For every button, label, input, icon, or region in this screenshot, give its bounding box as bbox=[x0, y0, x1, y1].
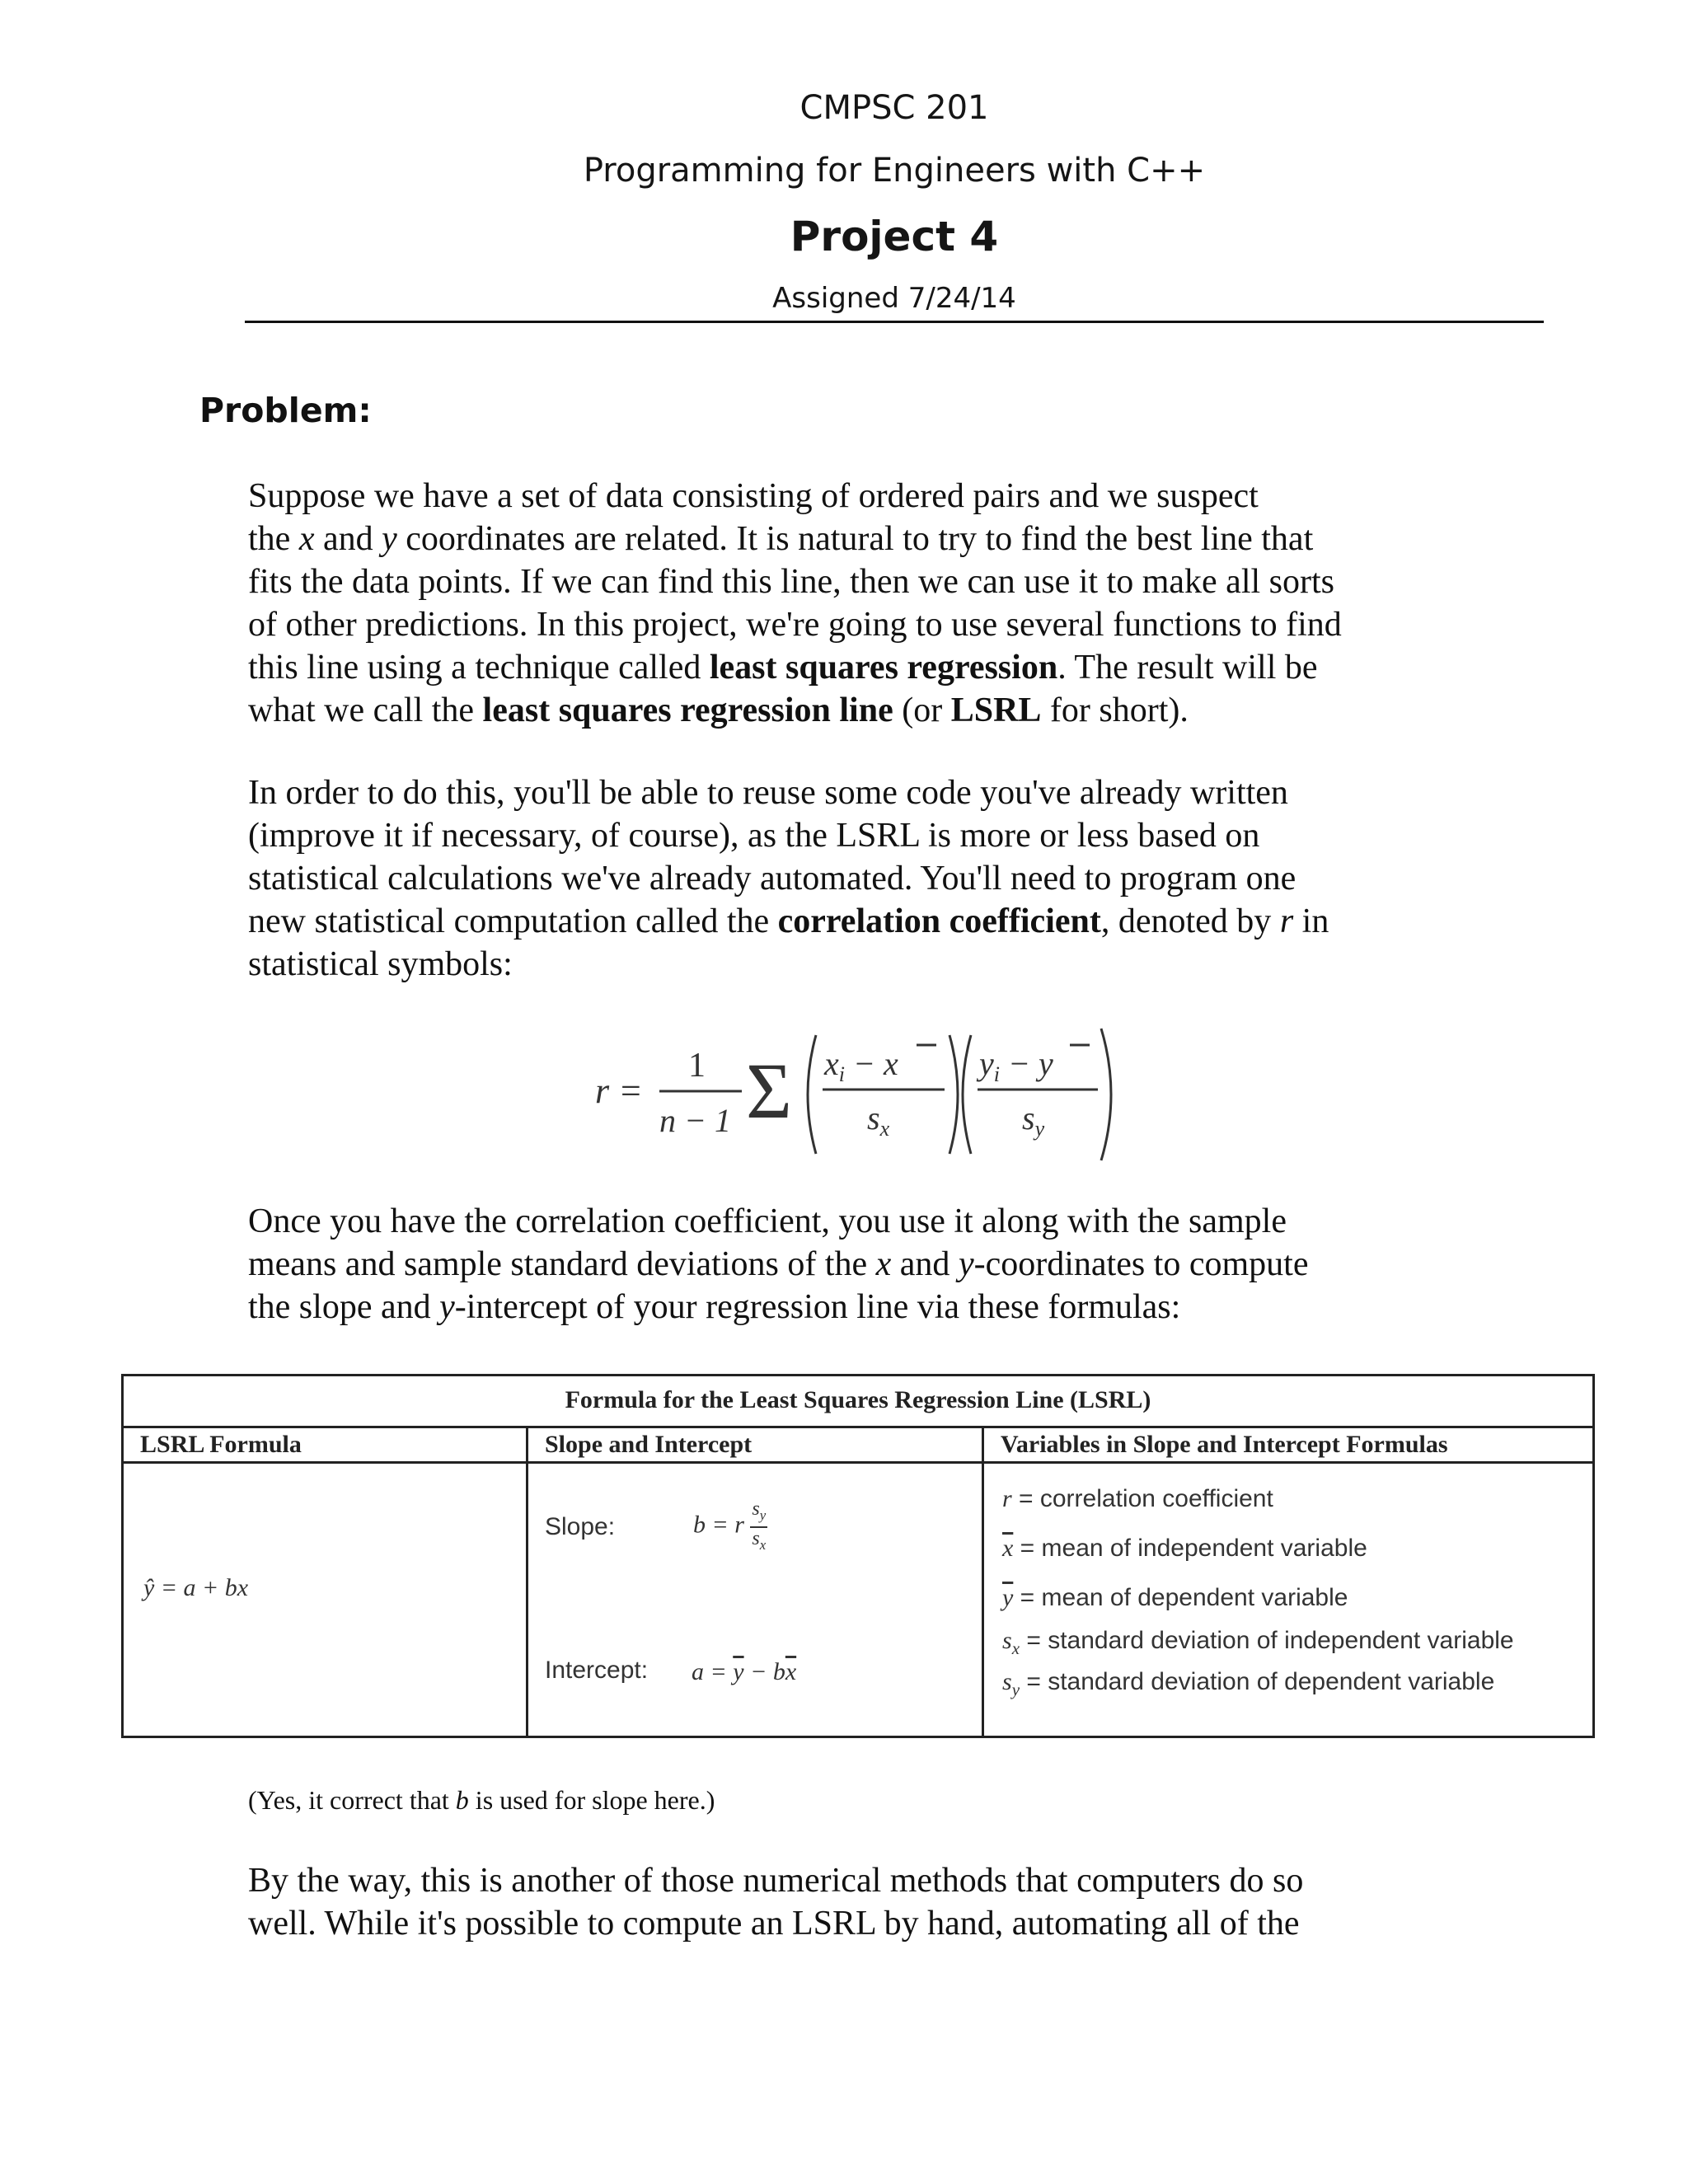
text-line: well. While it's possible to compute an LSRL by hand, automating all of the bbox=[248, 1905, 1300, 1943]
text-line: Suppose we have a set of data consisting of ordered pairs and we suspect bbox=[248, 477, 1259, 515]
column-header: Variables in Slope and Intercept Formulas bbox=[983, 1427, 1594, 1463]
slope-label: Slope: bbox=[545, 1513, 616, 1540]
svg-text:xi − x: $x_i - x$ bbox=[824, 1045, 898, 1086]
text-line: the slope and y-intercept of your regression line via these formulas: bbox=[248, 1288, 1181, 1326]
variable-sx: $s_x$ = standard deviation of independent variable bbox=[1002, 1627, 1514, 1658]
variable-sy: $s_y$ = standard deviation of dependent variable bbox=[1002, 1668, 1495, 1699]
table-caption: Formula for the Least Squares Regression Line (LSRL) bbox=[123, 1376, 1594, 1427]
lsrl-formula: ŷ = a + bx bbox=[143, 1574, 249, 1601]
svg-text:sy: $s_y$ bbox=[1022, 1099, 1045, 1141]
column-header: Slope and Intercept bbox=[528, 1427, 983, 1463]
variables-cell bbox=[983, 1463, 1594, 1737]
svg-text:yi − y: $y_i - y$ bbox=[979, 1045, 1053, 1086]
text-line: what we call the least squares regression line (or LSRL for short). bbox=[248, 691, 1189, 729]
closing-paragraph bbox=[248, 1859, 1451, 1945]
regression-paragraph bbox=[248, 1200, 1451, 1329]
project-title: Project 4 bbox=[790, 213, 999, 260]
text-line: the x and y coordinates are related. It is natural to try to find the best line that bbox=[248, 520, 1314, 558]
svg-text:1: 1 bbox=[688, 1047, 706, 1085]
svg-text:sx: $s_x$ bbox=[867, 1099, 890, 1141]
assigned-date: Assigned 7/24/14 bbox=[772, 282, 1016, 315]
text-line: of other predictions. In this project, we're going to use several functions to find bbox=[248, 606, 1342, 644]
svg-text:r =: r = bbox=[595, 1071, 643, 1111]
intercept-label: Intercept: bbox=[545, 1657, 649, 1684]
svg-text:n − 1: n − 1 bbox=[659, 1102, 731, 1139]
slope-intercept-cell bbox=[528, 1463, 983, 1737]
slope-note: (Yes, it correct that b is used for slope here.) bbox=[248, 1785, 715, 1815]
text-line: this line using a technique called least squares regression. The result will be bbox=[248, 649, 1318, 687]
correlation-formula bbox=[577, 1020, 1113, 1169]
text-line: fits the data points. If we can find this line, then we can use it to make all sorts bbox=[248, 563, 1334, 601]
course-code: CMPSC 201 bbox=[799, 89, 989, 127]
intro-paragraph bbox=[248, 475, 1451, 732]
lsrl-formula-cell bbox=[123, 1463, 528, 1737]
text-line: (improve it if necessary, of course), as the LSRL is more or less based on bbox=[248, 817, 1260, 855]
variable-ybar: $\overline{y}$ = mean of dependent variable bbox=[1002, 1584, 1348, 1611]
svg-text:Σ: Σ bbox=[746, 1047, 792, 1135]
text-line: By the way, this is another of those numerical methods that computers do so bbox=[248, 1862, 1304, 1900]
intercept-formula: $a = \overline{y} - b\overline{x}$ bbox=[692, 1658, 797, 1685]
problem-heading: Problem: bbox=[199, 391, 372, 430]
lsrl-formula-table bbox=[121, 1374, 1595, 1738]
column-header: LSRL Formula bbox=[123, 1427, 528, 1463]
variable-r: r = correlation coefficient bbox=[1002, 1485, 1273, 1512]
text-line: new statistical computation called the correlation coefficient, denoted by r in bbox=[248, 902, 1329, 940]
slope-formula: b = r $\frac{s_y}{s_x}$ bbox=[693, 1498, 767, 1553]
text-line: statistical calculations we've already automated. You'll need to program one bbox=[248, 860, 1296, 898]
variable-xbar: $\overline{x}$ = mean of independent variable bbox=[1002, 1535, 1367, 1562]
text-line: statistical symbols: bbox=[248, 945, 513, 983]
text-line: Once you have the correlation coefficient, you use it along with the sample bbox=[248, 1202, 1287, 1240]
course-title: Programming for Engineers with C++ bbox=[583, 152, 1206, 190]
correlation-paragraph bbox=[248, 771, 1451, 986]
header-rule bbox=[245, 321, 1544, 323]
text-line: means and sample standard deviations of the x and y-coordinates to compute bbox=[248, 1245, 1309, 1283]
text-line: In order to do this, you'll be able to reuse some code you've already written bbox=[248, 774, 1288, 812]
